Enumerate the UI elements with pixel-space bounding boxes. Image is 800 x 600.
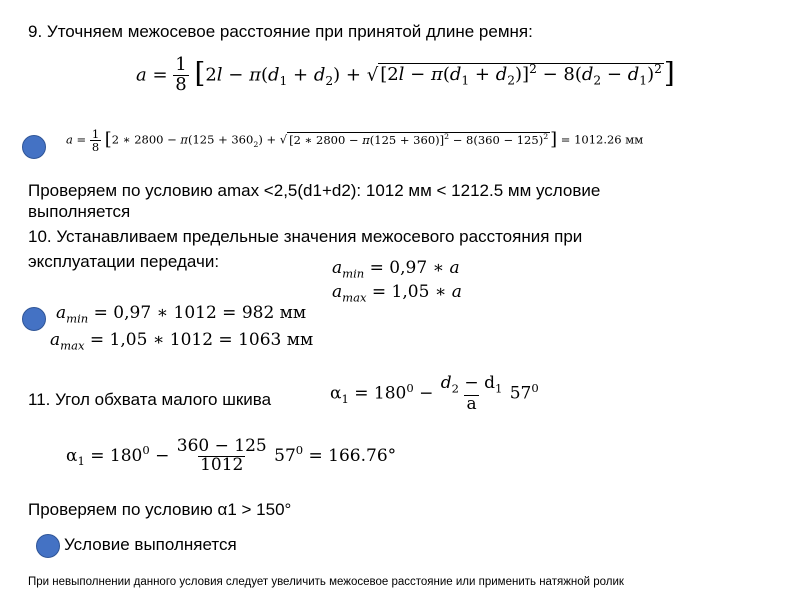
formula-amax-value: $a_{max} = 1,05$ ∗ 1012 = 1063 мм (50, 330, 314, 353)
check-amax-line-2: выполняется (28, 202, 131, 221)
condition-result-text: Условие выполняется (64, 535, 237, 554)
section-10-heading (28, 224, 582, 274)
formula-center-distance-numeric: a = $\frac{1}{8}$ [2 ∗ $2800 - \pi(125 + 360_2)$ + √ [2 ∗ $2800 - \pi(125 + 360)]^2 - 8(360 - 125)^2$ ] = 1012.26 мм (66, 127, 644, 155)
bullet-point (36, 534, 60, 558)
section-10-line-1: 10. Устанавливаем предельные значения межосевого расстояния при (28, 227, 583, 246)
check-alpha-condition (28, 500, 291, 520)
check-alpha-text: Проверяем по условию α1 > 150° (28, 500, 292, 519)
check-amax-line-1: Проверяем по условию аmax <2,5(d1+d2): 1012 мм < 1212.5 мм условие (28, 181, 601, 200)
formula-alpha-definition: $\alpha_1 = 180^0$ − $\frac{d_2 - d_1}{a}$ $57^0$ (330, 373, 539, 414)
formula-alpha-value: $\alpha_1 = 180^0$ − $\frac{360 - 125}{1012}$ $57^0 = 166.76^\circ$ (66, 436, 397, 475)
formula-amax-definition: $a_{max} = 1,05$ ∗ a (332, 282, 462, 305)
footnote-text: При невыполнении данного условия следует увеличить межосевое расстояние или применить натяжной ролик (28, 576, 624, 588)
section-11-title (28, 390, 271, 410)
section-9-title (28, 22, 533, 42)
condition-result (64, 535, 237, 555)
formula-amin-value: $a_{min} = 0,97$ ∗ 1012 = 982 мм (56, 303, 307, 326)
section-9-title-text: 9. Уточняем межосевое расстояние при принятой длине ремня: (28, 22, 533, 41)
check-amax-condition (28, 180, 600, 222)
section-11-title-text: 11. Угол обхвата малого шкива (28, 390, 272, 409)
bullet-point (22, 135, 46, 159)
formula-amin-definition: $a_{min} = 0,97$ ∗ a (332, 258, 460, 281)
bullet-point (22, 307, 46, 331)
footnote (28, 576, 624, 588)
section-10-line-2: эксплуатации передачи: (28, 252, 220, 271)
formula-center-distance-general: a = $\frac{1}{8}$ [$2l - \pi(d_1 + d_2)$ + √ $[2l - \pi(d_1 + d_2)]^2 - 8(d_2 - d_1)^2$] (136, 54, 675, 95)
